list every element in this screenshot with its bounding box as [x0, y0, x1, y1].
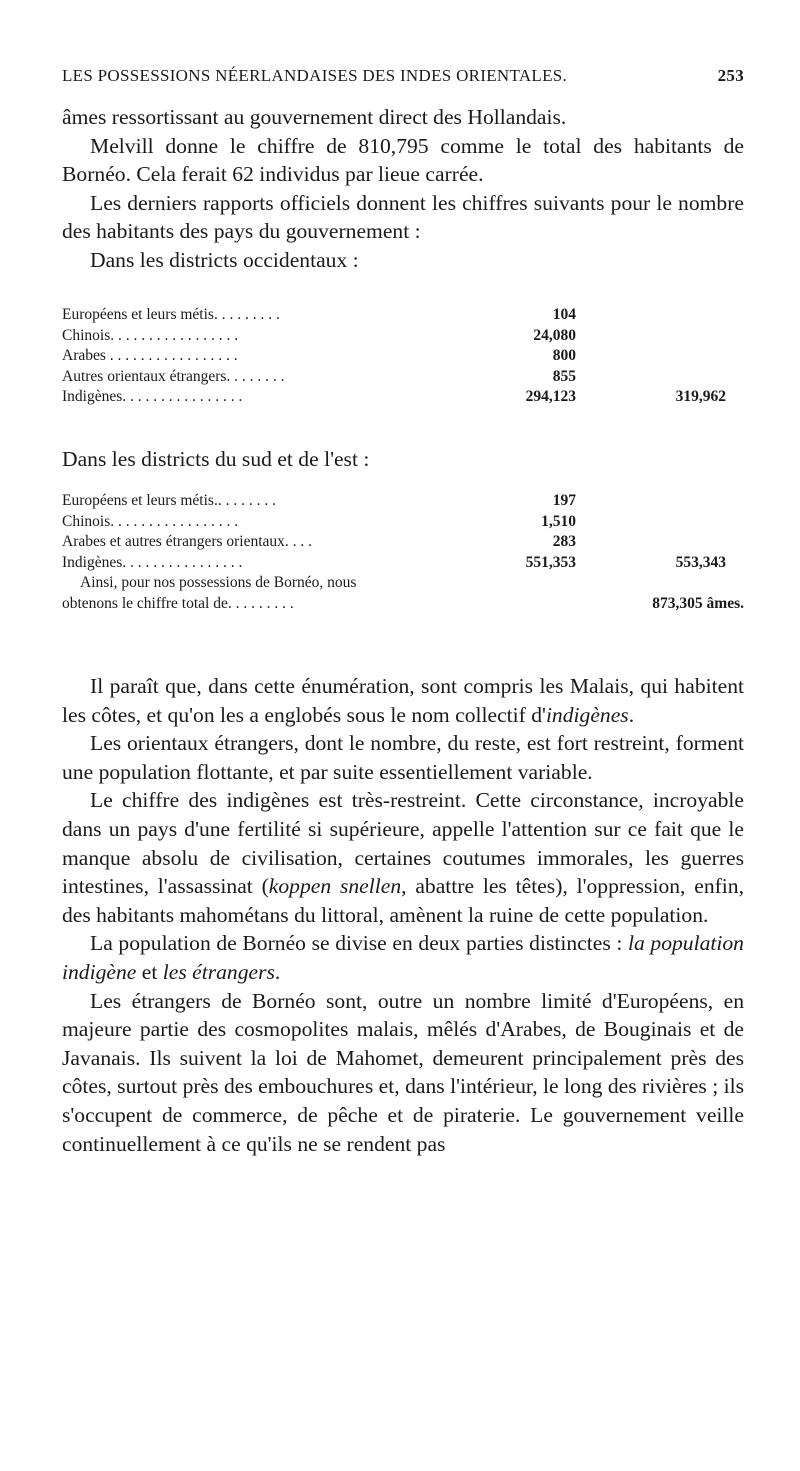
paragraph-indigenes: Le chiffre des indigènes est très-restreint. Cette circonstance, incroyable dans un pays d'une fertilité si supérieure, appelle l'attention sur ce fait que le manque absolu de civilisation, certaines coutumes immorales, les guerres intestines, l'assassinat (koppen snellen, abattre les têtes), l'oppression, enfin, des habitants mahométans du littoral, amènent la ruine de cette population. [62, 788, 744, 927]
paragraph-malais: Il paraît que, dans cette énumération, sont compris les Malais, qui habitent les côtes, et qu'on les a englobés sous le nom collectif d'indigènes. [62, 674, 744, 727]
summary-text: obtenons le chiffre total de. . . . . . . . . [62, 594, 294, 612]
row-label: Indigènes. . . . . . . . . . . . . . . . [62, 388, 243, 406]
row-value: 104 [552, 306, 576, 323]
paragraph-continuation: âmes ressortissant au gouvernement direct des Hollandais. [62, 105, 567, 129]
italic-term: les étrangers [162, 959, 275, 984]
summary-total-line [62, 595, 744, 616]
row-value: 855 [552, 367, 576, 385]
body-text [62, 672, 744, 1158]
table-row [62, 388, 744, 409]
table-row [62, 327, 744, 348]
row-label: Indigènes. . . . . . . . . . . . . . . . [62, 553, 243, 571]
row-value: 24,080 [533, 326, 576, 344]
table-row [62, 533, 744, 554]
summary-text: Ainsi, pour nos possessions de Bornéo, nous [80, 574, 357, 592]
row-label: Arabes et autres étrangers orientaux. . . . [62, 533, 313, 551]
row-total: 553,343 [675, 553, 726, 571]
table-row [62, 513, 744, 534]
row-label: Chinois. . . . . . . . . . . . . . . . . [62, 326, 239, 344]
row-label: Chinois. . . . . . . . . . . . . . . . . [62, 512, 239, 530]
row-label: Européens et leurs métis. . . . . . . . . [62, 306, 280, 323]
row-label: Arabes . . . . . . . . . . . . . . . . . [62, 347, 238, 365]
summary-line [62, 574, 744, 595]
south-heading: Dans les districts du sud et de l'est : [62, 447, 370, 471]
row-value: 800 [552, 347, 576, 365]
table-row [62, 492, 744, 513]
row-value: 294,123 [525, 388, 576, 406]
running-title: LES POSSESSIONS NÉERLANDAISES DES INDES ORIENTALES. [62, 66, 568, 85]
grand-total: 873,305 âmes. [652, 594, 744, 612]
italic-term: koppen snellen [268, 874, 402, 899]
table-row [62, 368, 744, 389]
paragraph-districts-west: Dans les districts occidentaux : [90, 247, 359, 272]
paragraph-rapports: Les derniers rapports officiels donnent les chiffres suivants pour le nombre des habitants des pays du gouvernement : [62, 190, 744, 244]
intro-text [62, 103, 744, 275]
table-row [62, 306, 744, 327]
population-table-south [62, 492, 744, 616]
paragraph-division: La population de Bornéo se divise en deux parties distinctes : la population indigène et les étrangers. [62, 931, 744, 984]
page-number: 253 [717, 66, 744, 85]
row-value: 283 [552, 533, 576, 551]
row-value: 1,510 [541, 512, 576, 530]
row-label: Européens et leurs métis.. . . . . . . . [62, 492, 276, 509]
italic-term: la population indigène [62, 931, 744, 984]
table-row [62, 554, 744, 575]
row-total: 319,962 [675, 388, 726, 406]
row-value: 551,353 [525, 553, 576, 571]
paragraph-orientaux: Les orientaux étrangers, dont le nombre, du reste, est fort restreint, forment une population flottante, et par suite essentiellement variable. [62, 731, 744, 784]
population-table-west [62, 306, 744, 409]
row-label: Autres orientaux étrangers. . . . . . . . [62, 367, 285, 385]
italic-term: indigènes [545, 702, 629, 727]
row-value: 197 [552, 492, 576, 509]
table-row [62, 347, 744, 368]
paragraph-etrangers: Les étrangers de Bornéo sont, outre un nombre limité d'Européens, en majeure partie des cosmopolites malais, mêlés d'Arabes, de Bouginais et de Javanais. Ils suivent la loi de Mahomet, demeurent principalement près des côtes, surtout près des embouchures et, dans l'intérieur, le long des rivières ; ils s'occupent de commerce, de pêche et de piraterie. Le gouvernement veille continuellement à ce qu'ils ne se rendent pas [62, 988, 744, 1156]
paragraph-melvill: Melvill donne le chiffre de 810,795 comme le total des habitants de Bornéo. Cela ferait 62 individus par lieue carrée. [62, 133, 744, 187]
